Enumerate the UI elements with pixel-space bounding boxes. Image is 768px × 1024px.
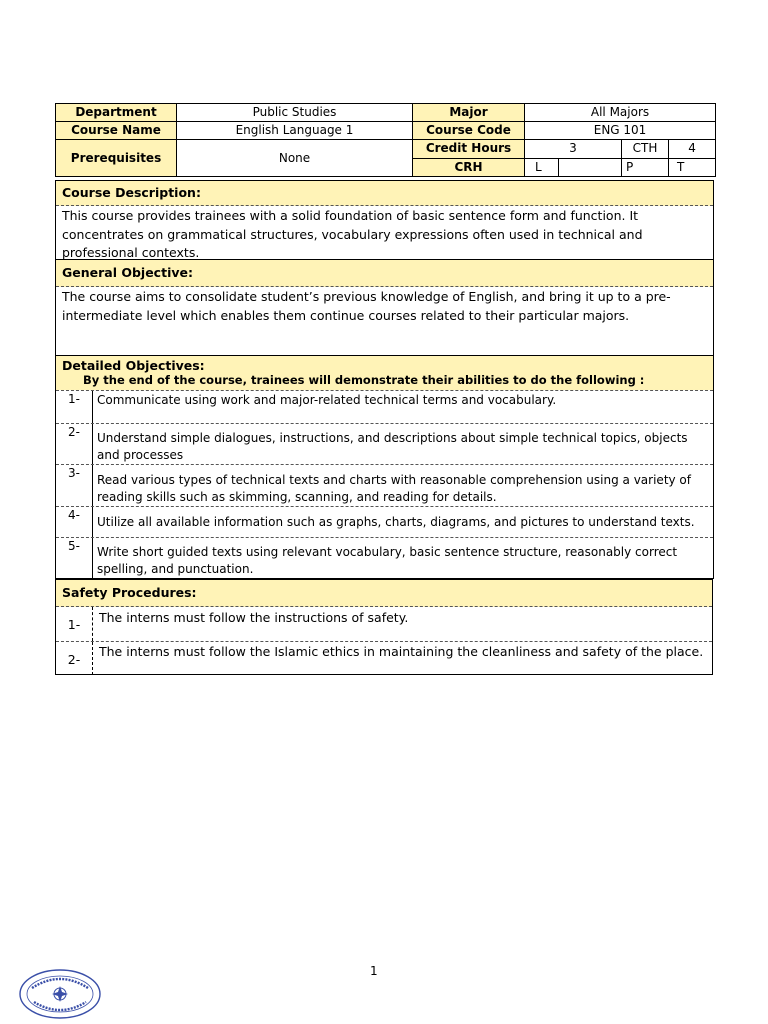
crh-p-label: P	[622, 158, 669, 177]
course-description-section	[55, 180, 714, 260]
objective-row-3	[56, 464, 713, 506]
major-label: Major	[413, 104, 525, 122]
objective-number: 2-	[56, 424, 93, 464]
detailed-objectives-title: Detailed Objectives:	[62, 358, 205, 373]
objective-number: 1-	[56, 391, 93, 423]
detailed-objectives-section	[55, 355, 714, 579]
safety-text: The interns must follow the instructions of safety.	[99, 610, 409, 625]
objective-row-5	[56, 537, 713, 580]
crh-l-value	[559, 158, 622, 177]
course-description-text: This course provides trainees with a solid foundation of basic sentence form and function. It concentrates on grammatical structures, vocabulary expressions often used in technical and professional contexts.	[62, 208, 643, 260]
objective-text: Understand simple dialogues, instructions, and descriptions about simple technical topics, objects and processes	[97, 431, 688, 462]
cth-value: 4	[669, 140, 716, 159]
credit-hours-value: 3	[525, 140, 622, 159]
credit-hours-label: Credit Hours	[413, 140, 525, 159]
course-header-table	[55, 103, 716, 177]
objective-text: Communicate using work and major-related technical terms and vocabulary.	[97, 393, 557, 407]
general-objective-title: General Objective:	[56, 260, 713, 287]
objective-text: Read various types of technical texts and charts with reasonable comprehension using a variety of reading skills such as skimming, scanning, and reading for details.	[97, 473, 691, 504]
objective-row-4	[56, 506, 713, 537]
safety-number: 1-	[56, 607, 93, 641]
objective-number: 4-	[56, 507, 93, 537]
prerequisites-value: None	[177, 140, 413, 177]
general-objective-section	[55, 259, 714, 356]
safety-row-2	[56, 641, 712, 675]
safety-procedures-title: Safety Procedures:	[56, 580, 712, 607]
objective-text: Write short guided texts using relevant vocabulary, basic sentence structure, reasonably correct spelling, and punctuation.	[97, 545, 678, 576]
objective-number: 3-	[56, 465, 93, 506]
safety-row-1	[56, 607, 712, 641]
organization-seal-logo	[18, 968, 102, 1020]
major-value: All Majors	[525, 104, 716, 122]
objective-number: 5-	[56, 538, 93, 580]
department-value: Public Studies	[177, 104, 413, 122]
crh-t-label: T	[677, 159, 685, 174]
objective-row-2	[56, 423, 713, 464]
safety-text: The interns must follow the Islamic ethics in maintaining the cleanliness and safety of the place.	[99, 644, 704, 659]
detailed-objectives-subtitle: By the end of the course, trainees will demonstrate their abilities to do the following :	[83, 373, 645, 387]
department-label: Department	[56, 104, 177, 122]
crh-t-cell	[669, 158, 716, 177]
page-number: 1	[370, 964, 378, 978]
crh-label: CRH	[413, 158, 525, 177]
general-objective-text: The course aims to consolidate student’s previous knowledge of English, and bring it up to a pre-intermediate level which enables them continue courses related to their particular majors.	[62, 289, 671, 323]
objective-row-1	[56, 390, 713, 423]
objective-text: Utilize all available information such as graphs, charts, diagrams, and pictures to understand texts.	[97, 515, 695, 529]
cth-label: CTH	[622, 140, 669, 159]
prerequisites-label: Prerequisites	[56, 140, 177, 177]
course-name-label: Course Name	[56, 122, 177, 140]
detailed-objectives-header	[56, 356, 713, 390]
course-code-value: ENG 101	[525, 122, 716, 140]
course-code-label: Course Code	[413, 122, 525, 140]
safety-procedures-section	[55, 579, 713, 675]
course-description-title: Course Description:	[56, 181, 713, 206]
course-name-value: English Language 1	[177, 122, 413, 140]
safety-number: 2-	[56, 642, 93, 675]
crh-l-label: L	[525, 158, 559, 177]
